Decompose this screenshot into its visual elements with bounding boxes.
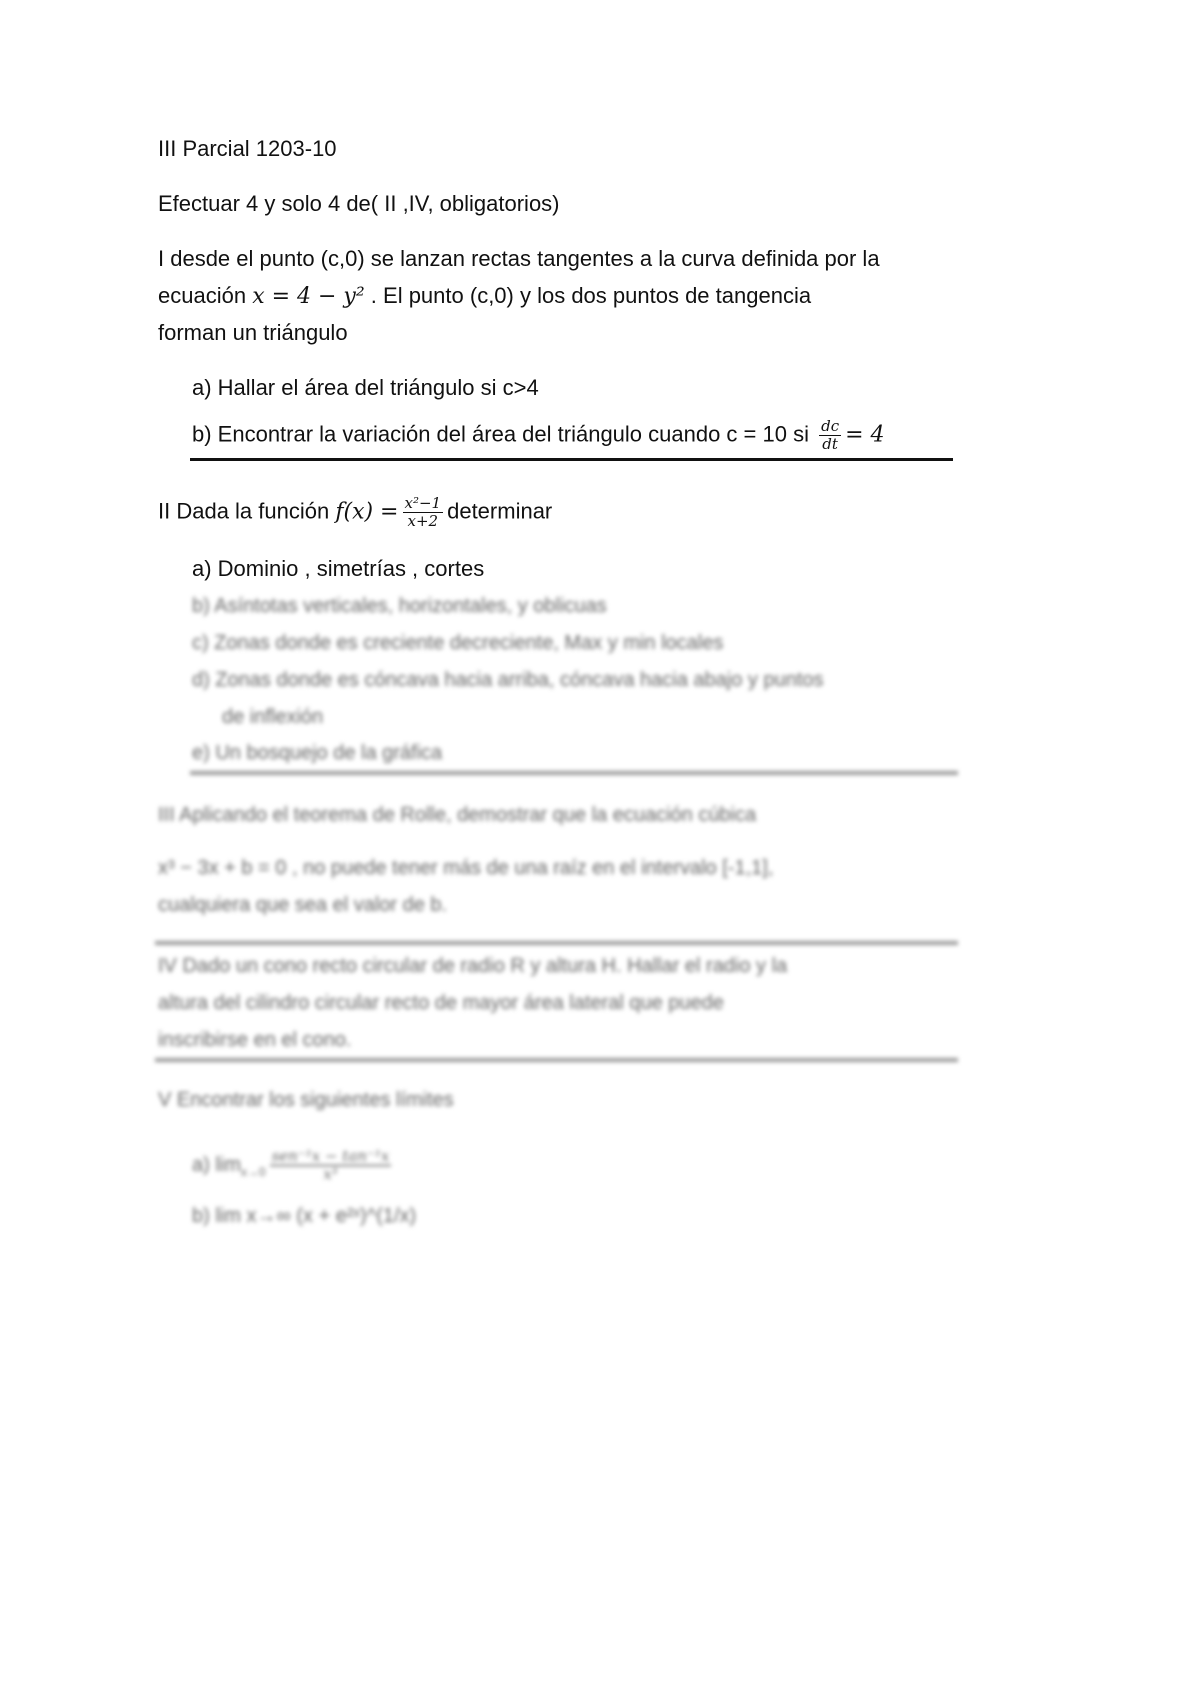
problem5-item-b: b) lim x→∞ (x + e²ˣ)^(1/x): [192, 1205, 417, 1227]
rhs: = 4: [845, 422, 885, 448]
limit-fraction: [270, 1148, 392, 1183]
denominator: x+2: [407, 512, 439, 530]
function-fraction: [403, 495, 444, 530]
problem3-line2: x³ − 3x + b = 0 , no puede tener más de una raíz en el intervalo [-1,1],: [158, 857, 774, 879]
text: b) Encontrar la variación del área del triángulo cuando c = 10 si: [192, 421, 816, 447]
problem2-intro: [158, 495, 552, 530]
divider: [190, 458, 953, 461]
text: a) lim: [192, 1153, 241, 1176]
text: ecuación: [158, 283, 253, 308]
numerator: sen⁻¹x − tan⁻¹x: [271, 1147, 390, 1165]
curve-equation: x = 4 − y²: [252, 284, 365, 309]
problem2-item-d-cont: de inflexión: [222, 706, 324, 728]
problem1-line2: [158, 283, 811, 310]
problem2-item-b: b) Asíntotas verticales, horizontales, y oblicuas: [192, 595, 607, 617]
text: . El punto (c,0) y los dos puntos de tangencia: [364, 283, 812, 308]
limit-sub: x→0: [240, 1164, 266, 1179]
problem3-line1: III Aplicando el teorema de Rolle, demostrar que la ecuación cúbica: [158, 804, 757, 826]
exam-title: III Parcial 1203-10: [158, 136, 337, 161]
problem5-item-a: [192, 1148, 395, 1185]
instructions: Efectuar 4 y solo 4 de( II ,IV, obligatorios): [158, 191, 560, 216]
problem4-line2: altura del cilindro circular recto de mayor área lateral que puede: [158, 992, 724, 1014]
denominator: x³: [323, 1165, 338, 1183]
divider: [190, 771, 958, 775]
problem2-item-d: d) Zonas donde es cóncava hacia arriba, cóncava hacia abajo y puntos: [192, 669, 824, 691]
problem4-line1: IV Dado un cono recto circular de radio R y altura H. Hallar el radio y la: [158, 955, 788, 977]
denominator: dt: [822, 435, 838, 453]
problem1-item-a: a) Hallar el área del triángulo si c>4: [192, 375, 539, 400]
problem1-line3: forman un triángulo: [158, 320, 348, 345]
problem2-item-a: a) Dominio , simetrías , cortes: [192, 556, 485, 581]
divider: [155, 1058, 958, 1062]
fraction-dc-dt: [819, 418, 841, 453]
problem5-intro: V Encontrar los siguientes límites: [158, 1089, 454, 1111]
problem1-line1: I desde el punto (c,0) se lanzan rectas tangentes a la curva definida por la: [158, 246, 880, 271]
problem1-item-b: [192, 418, 885, 453]
problem2-item-e: e) Un bosquejo de la gráfica: [192, 742, 443, 764]
text: II Dada la función: [158, 498, 336, 524]
numerator: dc: [821, 417, 840, 435]
problem4-line3: inscribirse en el cono.: [158, 1029, 352, 1051]
problem3-line3: cualquiera que sea el valor de b.: [158, 894, 448, 916]
numerator: x²−1: [404, 494, 442, 512]
text: determinar: [447, 498, 553, 524]
problem2-item-c: c) Zonas donde es creciente decreciente, Max y min locales: [192, 632, 724, 654]
function-name: f(x) =: [335, 499, 399, 525]
divider: [155, 941, 958, 945]
